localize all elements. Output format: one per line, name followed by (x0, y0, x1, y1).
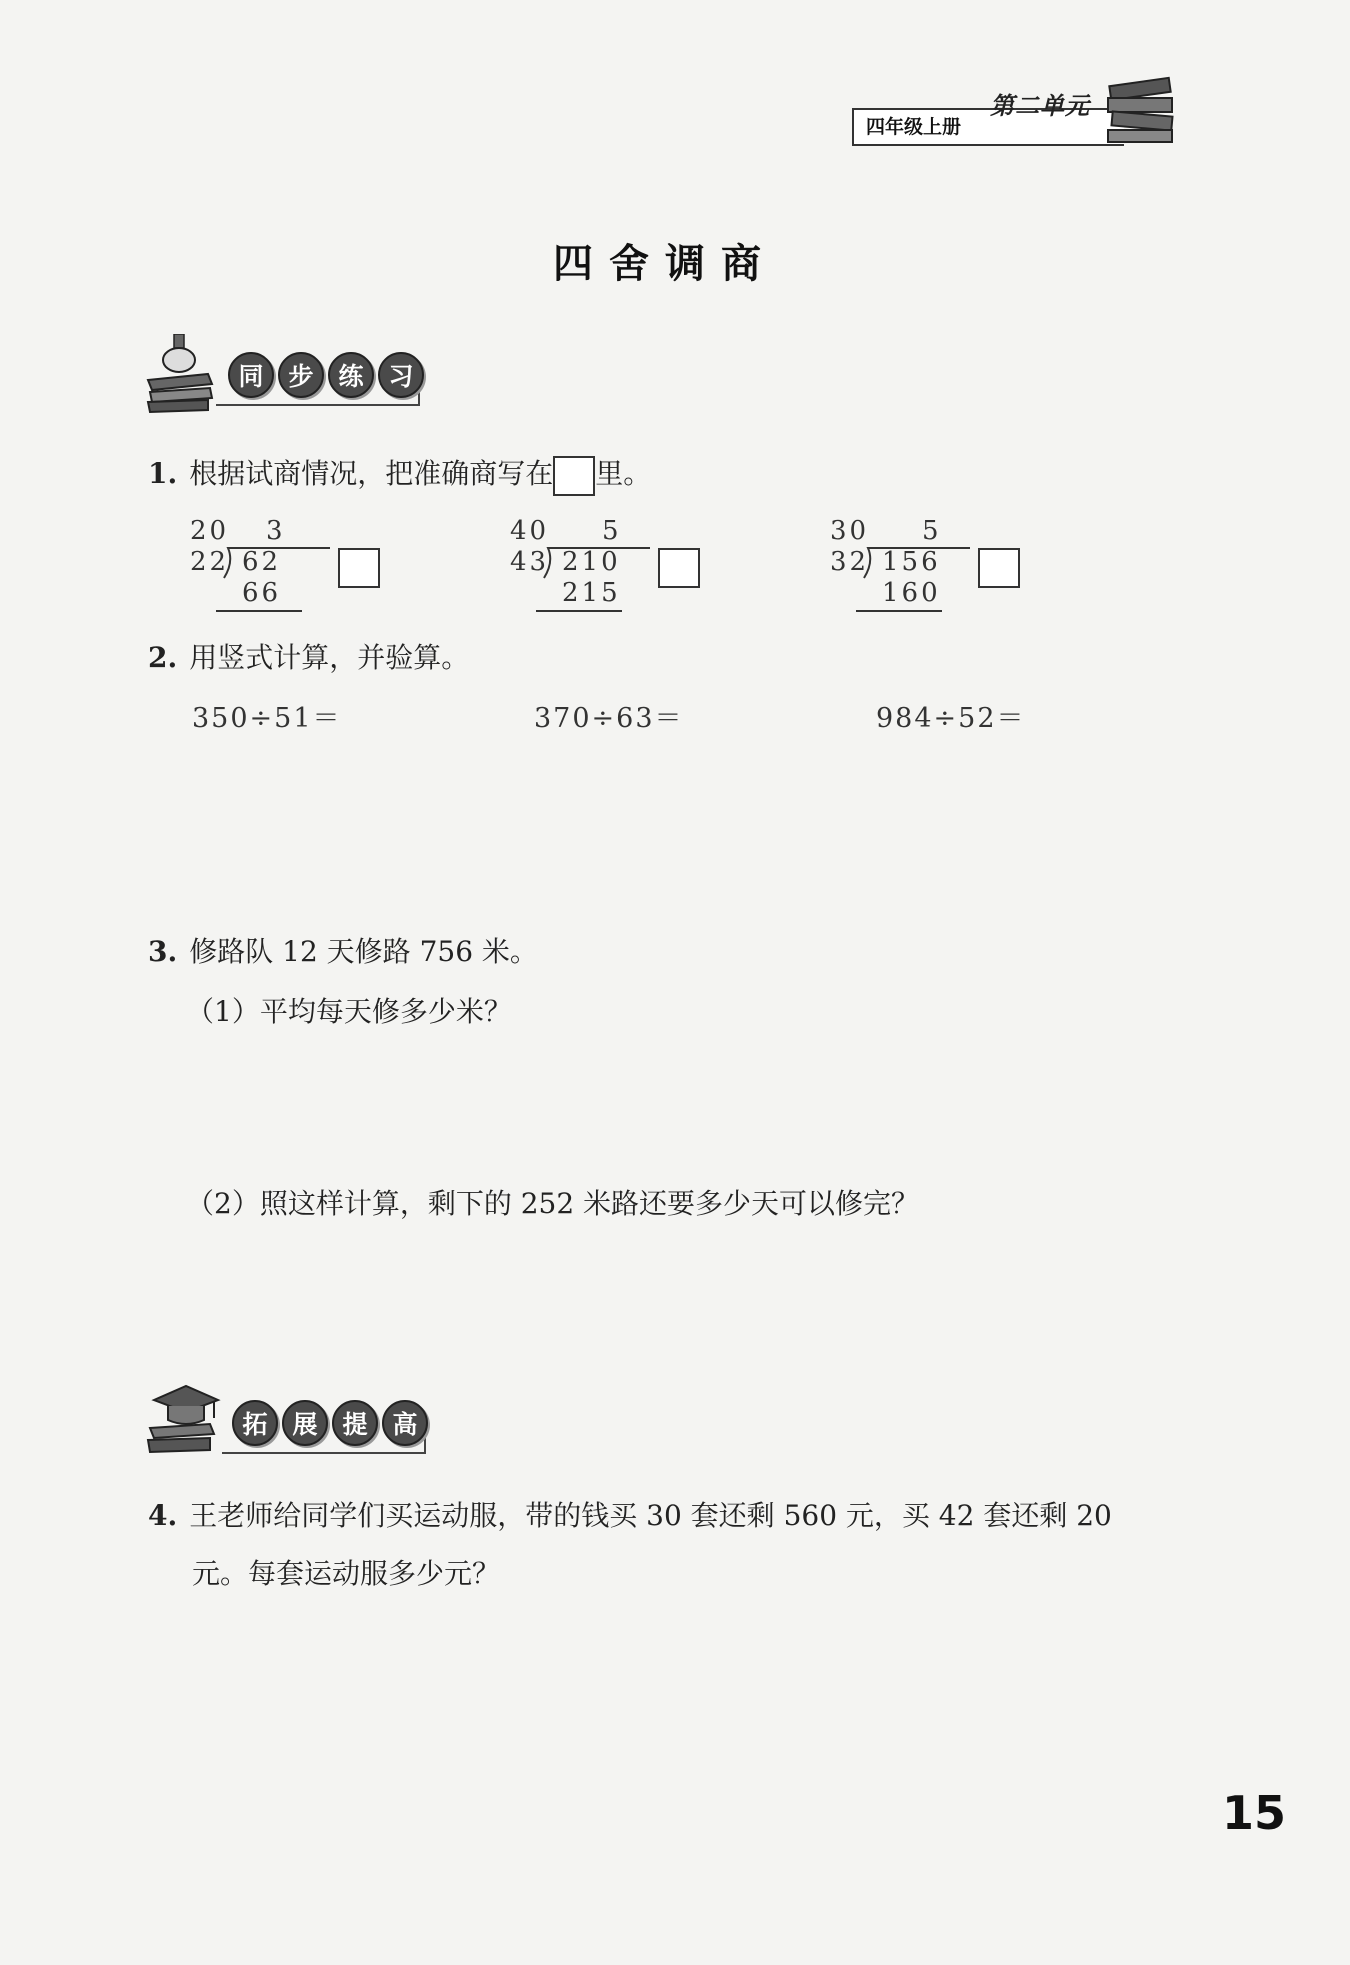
divisor: 43 (510, 547, 550, 577)
badge-char: 同 (228, 352, 274, 398)
answer-box[interactable] (338, 548, 380, 588)
books-icon (1104, 72, 1184, 152)
trial-quotient: 40 (510, 516, 550, 546)
product: 160 (882, 578, 941, 608)
badge-char: 展 (282, 1400, 328, 1446)
header-grade: 四年级上册 (866, 116, 962, 138)
dividend: 210 (562, 547, 621, 577)
question-text: 修路队 12 天修路 756 米。 (189, 935, 538, 968)
sub-question-2: （2）照这样计算，剩下的 252 米路还要多少天可以修完？ (186, 1187, 920, 1220)
dividend: 156 (882, 547, 941, 577)
question-text-line2: 元。每套运动服多少元？ (192, 1557, 501, 1590)
adjusted-digit: 3 (266, 516, 286, 546)
answer-box[interactable] (978, 548, 1020, 588)
section-badge-extension (146, 1380, 426, 1460)
question-text-tail: 里。 (595, 457, 652, 490)
question-number: 1. (148, 457, 178, 490)
page-number: 15 (1222, 1786, 1287, 1840)
graduation-cap-books-icon (146, 1380, 226, 1460)
adjusted-digit: 5 (602, 516, 622, 546)
lamp-books-icon (146, 334, 216, 414)
badge-char: 高 (382, 1400, 428, 1446)
question-1 (148, 452, 651, 496)
answer-box-sample (553, 456, 595, 496)
subtraction-line (536, 610, 622, 612)
subtraction-line (216, 610, 302, 612)
sub-question-1: （1）平均每天修多少米？ (186, 995, 512, 1028)
product: 215 (562, 578, 621, 608)
subtraction-line (856, 610, 942, 612)
badge-char: 步 (278, 352, 324, 398)
question-text: 用竖式计算，并验算。 (189, 641, 470, 674)
header-unit: 第二单元 (990, 92, 1090, 120)
expression: 984÷52＝ (876, 703, 1026, 734)
question-3 (148, 930, 538, 970)
question-number: 4. (148, 1499, 178, 1532)
question-number: 2. (148, 641, 178, 674)
adjusted-digit: 5 (922, 516, 942, 546)
question-number: 3. (148, 935, 178, 968)
divisor: 22 (190, 547, 230, 577)
page-title: 四舍调商 (553, 240, 777, 287)
answer-box[interactable] (658, 548, 700, 588)
question-2 (148, 636, 469, 676)
section-badge-sync-practice (146, 334, 426, 414)
badge-char: 提 (332, 1400, 378, 1446)
question-text: 根据试商情况，把准确商写在 (189, 457, 554, 490)
badge-char: 练 (328, 352, 374, 398)
badge-char: 拓 (232, 1400, 278, 1446)
expression: 350÷51＝ (192, 703, 342, 734)
question-text: 王老师给同学们买运动服，带的钱买 30 套还剩 560 元，买 42 套还剩 20 (189, 1499, 1112, 1532)
question-4 (148, 1494, 1112, 1534)
product: 66 (242, 578, 282, 608)
divisor: 32 (830, 547, 870, 577)
trial-quotient: 20 (190, 516, 230, 546)
expression: 370÷63＝ (534, 703, 684, 734)
badge-char: 习 (378, 352, 424, 398)
trial-quotient: 30 (830, 516, 870, 546)
dividend: 62 (242, 547, 282, 577)
